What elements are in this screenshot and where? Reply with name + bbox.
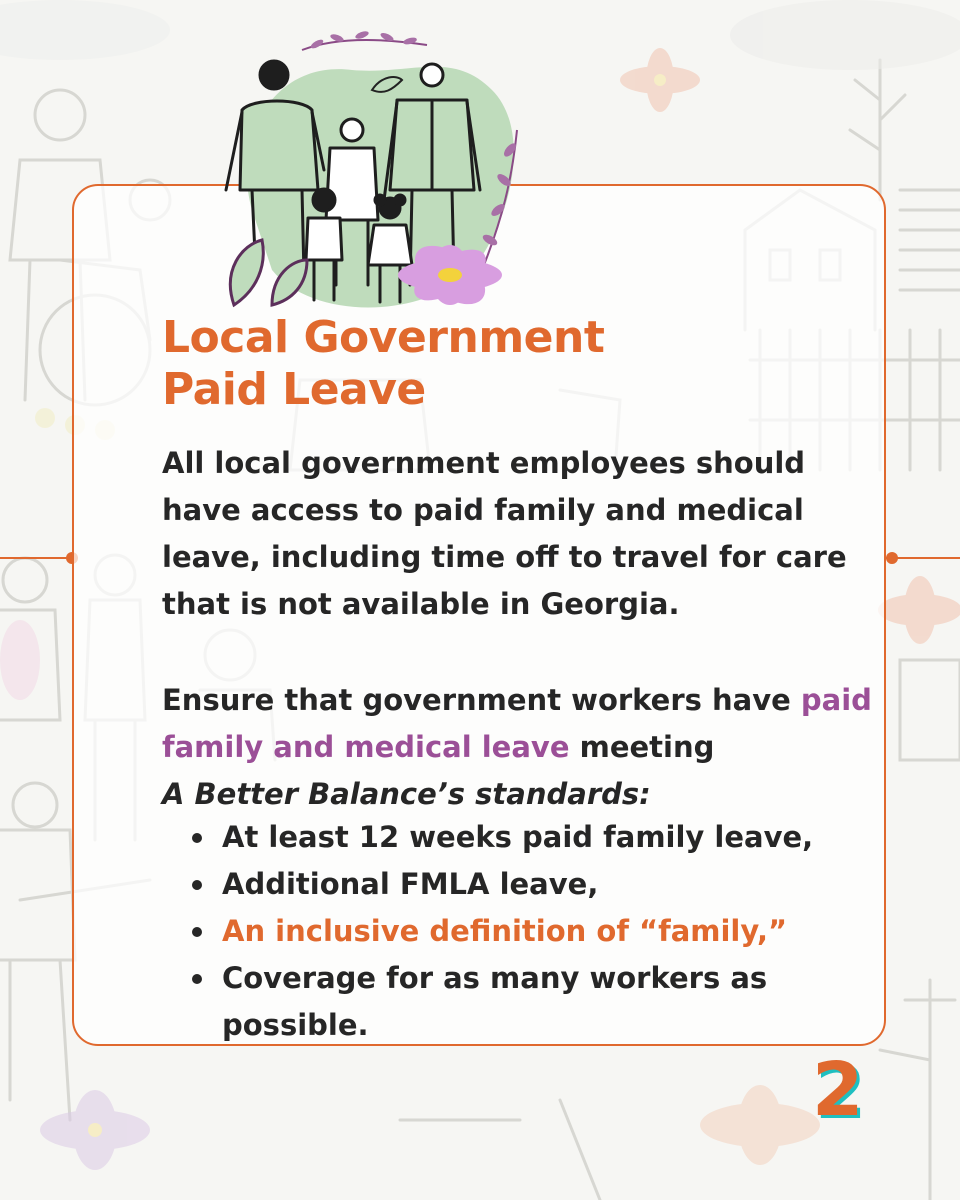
list-item-text: Coverage for as many workers as possible. [222, 961, 768, 1042]
standards-source: A Better Balance’s standards: [162, 777, 651, 811]
standards-lead: Ensure that government workers have [162, 683, 801, 717]
right-connector-dot [886, 552, 898, 564]
list-item [188, 861, 868, 908]
list-item [188, 955, 868, 1049]
title-line-2: Paid Leave [162, 364, 426, 415]
title-line-1: Local Government [162, 312, 605, 363]
standards-list [188, 814, 868, 1049]
left-connector-line [0, 557, 72, 559]
leaf-icon [230, 240, 263, 305]
page-title [162, 312, 782, 416]
bullet-icon [192, 833, 202, 843]
bullet-icon [192, 974, 202, 984]
standards-highlight: paid family and medical leave [162, 683, 872, 764]
bullet-icon [192, 927, 202, 937]
list-item-text: Additional FMLA leave, [222, 867, 599, 901]
list-item [188, 908, 868, 955]
standards-paragraph [162, 677, 882, 818]
list-item-text: At least 12 weeks paid family leave, [222, 820, 814, 854]
standards-after: meeting [569, 730, 715, 764]
list-item [188, 814, 868, 861]
list-item-text: An inclusive definition of “family,” [222, 914, 788, 948]
page-number: 2 [812, 1047, 864, 1133]
family-illustration [212, 20, 542, 310]
intro-paragraph: All local government employees should have access to paid family and medical leave, including time off to travel for care that is not available in Georgia. [162, 446, 847, 621]
bullet-icon [192, 880, 202, 890]
